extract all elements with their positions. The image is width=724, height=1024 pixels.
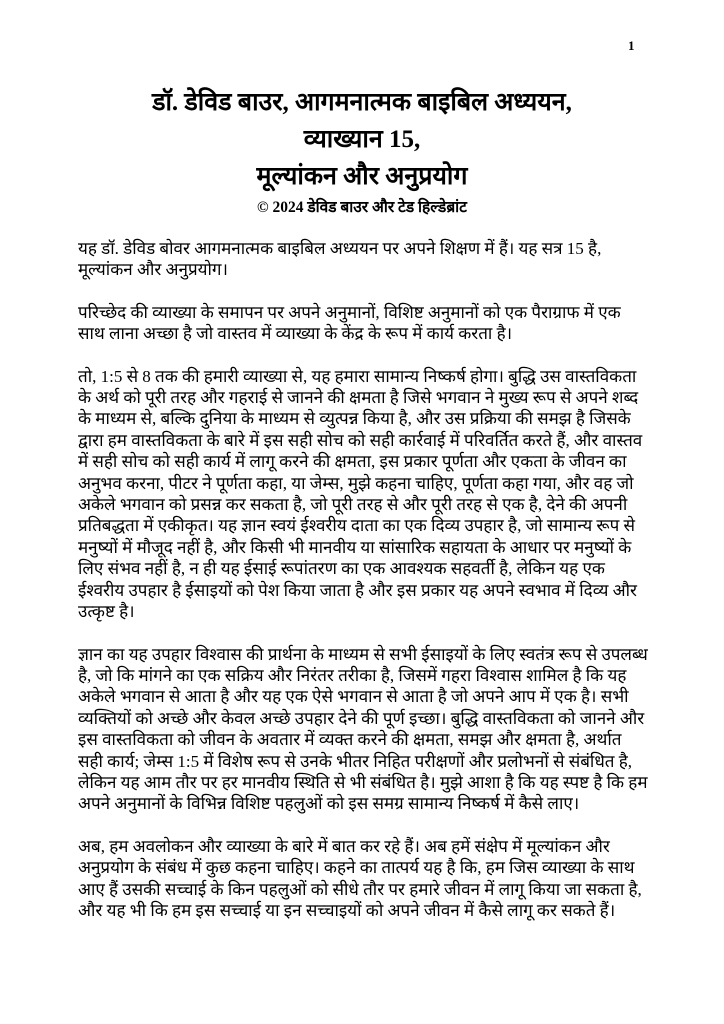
document-title [60, 84, 664, 195]
document-body [78, 238, 650, 921]
paragraph-1: यह डॉ. डेविड बोवर आगमनात्मक बाइबिल अध्ययन पर अपने शिक्षण में हैं। यह सत्र 15 है, मूल्यांकन और अनुप्रयोग। [78, 239, 602, 280]
paragraph-3: तो, 1:5 से 8 तक की हमारी व्याख्या से, यह हमारा सामान्य निष्कर्ष होगा। बुद्धि उस वास्तविकता के अर्थ को पूरी तरह और गहराई से जानने की क्षमता है जिसे भगवान ने मुख्य रूप से अपने शब्द के माध्यम से, बल्कि दुनिया के माध्यम से व्युत्पन्न किया है, और उस प्रक्रिया की समझ है जिसके द्वारा हम वास्तविकता के बारे में इस सही सोच को सही कार्रवाई में परिवर्तित करते हैं, और वास्तव में सही सोच को सही कार्य में लागू करने की क्षमता, इस प्रकार पूर्णता और एकता के जीवन का अनुभव करना, पीटर ने पूर्णता कहा, या जेम्स, मुझे कहना चाहिए, पूर्णता कहा गया, और वह जो अकेले भगवान को प्रसन्न कर सकता है, जो पूरी तरह से और पूरी तरह से एक है, देने की अपनी प्रतिबद्धता में एकीकृत। यह ज्ञान स्वयं ईश्वरीय दाता का एक दिव्य उपहार है, जो सामान्य रूप से मनुष्यों में मौजूद नहीं है, और किसी भी मानवीय या सांसारिक सहायता के आधार पर मनुष्यों के लिए संभव नहीं है, न ही यह ईसाई रूपांतरण का एक आवश्यक सहवर्ती है, लेकिन यह एक ईश्वरीय उपहार है ईसाइयों को पेश किया जाता है और इस प्रकार यह अपने स्वभाव में दिव्य और उत्कृष्ट है। [78, 366, 643, 622]
copyright-line: © 2024 डेविड बाउर और टेड हिल्डेब्रांट [256, 199, 467, 216]
title-line-3: मूल्यांकन और अनुप्रयोग [256, 163, 468, 190]
title-line-1: डॉ. डेविड बाउर, आगमनात्मक बाइबिल अध्ययन, [152, 89, 572, 116]
paragraph-2: परिच्छेद की व्याख्या के समापन पर अपने अनुमानों, विशिष्ट अनुमानों को एक पैराग्राफ में एक साथ लाना अच्छा है जो वास्तव में व्याख्या के केंद्र के रूप में कार्य करता है। [78, 302, 621, 344]
page-number: 1 [628, 38, 635, 53]
paragraph-4: ज्ञान का यह उपहार विश्वास की प्रार्थना के माध्यम से सभी ईसाइयों के लिए स्वतंत्र रूप से उपलब्ध है, जो कि मांगने का एक सक्रिय और निरंतर तरीका है, जिसमें गहरा विश्वास शामिल है कि यह अकेले भगवान से आता है और यह एक ऐसे भगवान से आता है जो अपने आप में एक है। सभी व्यक्तियों को अच्छे और केवल अच्छे उपहार देने की पूर्ण इच्छा। बुद्धि वास्तविकता को जानने और इस वास्तविकता को जीवन के अवतार में व्यक्त करने की क्षमता, समझ और क्षमता है, अर्थात सही कार्य; जेम्स 1:5 में विशेष रूप से उनके भीतर निहित परीक्षणों और प्रलोभनों से संबंधित है, लेकिन यह आम तौर पर हर मानवीय स्थिति से भी संबंधित है। मुझे आशा है कि यह स्पष्ट है कि हम अपने अनुमानों के विभिन्न विशिष्ट पहलुओं को इस समग्र सामान्य निष्कर्ष में कैसे लाए। [78, 644, 648, 814]
title-line-2: व्याख्यान 15, [303, 126, 421, 153]
paragraph-5: अब, हम अवलोकन और व्याख्या के बारे में बात कर रहे हैं। अब हमें संक्षेप में मूल्यांकन और अनुप्रयोग के संबंध में कुछ कहना चाहिए। कहने का तात्पर्य यह है कि, हम जिस व्याख्या के साथ आए हैं उसकी सच्चाई के किन पहलुओं को सीधे तौर पर हमारे जीवन में लागू किया जा सकता है, और यह भी कि हम इस सच्चाई या इन सच्चाइयों को अपने जीवन में कैसे लागू कर सकते हैं। [78, 836, 642, 920]
